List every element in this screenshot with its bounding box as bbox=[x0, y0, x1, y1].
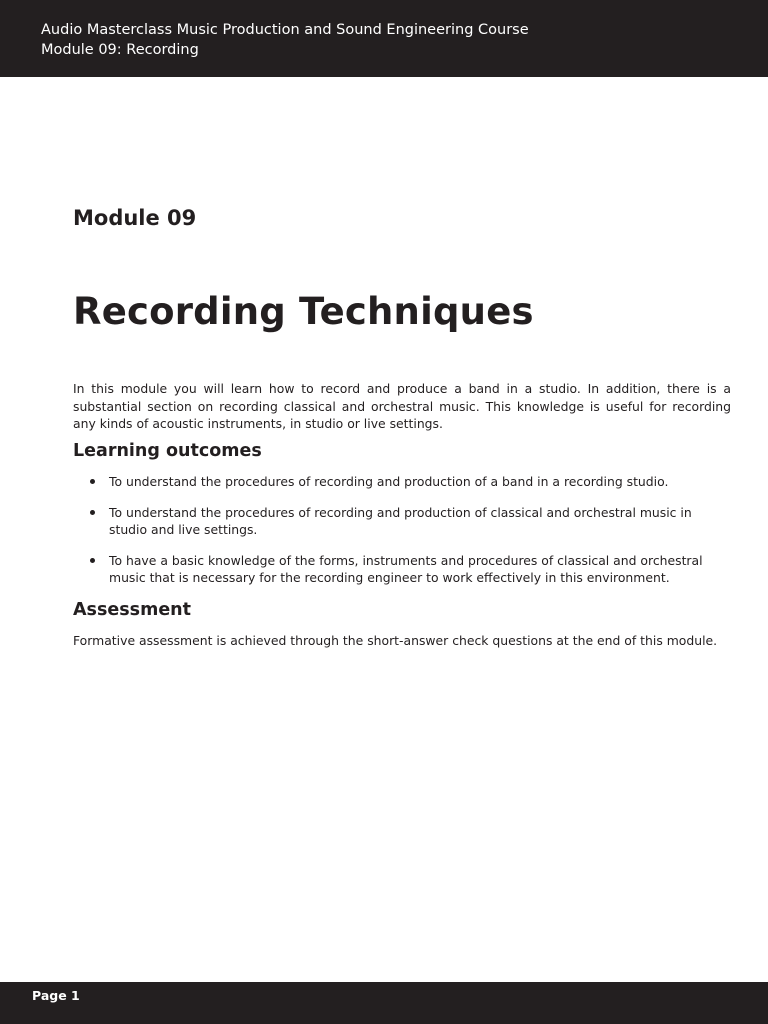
list-item bbox=[73, 552, 731, 586]
learning-outcomes-heading: Learning outcomes bbox=[73, 441, 262, 461]
header-bar bbox=[0, 0, 768, 77]
course-title: Audio Masterclass Music Production and Sound Engineering Course bbox=[41, 22, 529, 38]
bullet-icon bbox=[90, 479, 95, 484]
learning-outcomes-list bbox=[73, 473, 731, 600]
module-label: Module 09 bbox=[73, 206, 197, 230]
list-item bbox=[73, 504, 731, 538]
page-number: Page 1 bbox=[32, 988, 80, 1003]
outcome-text: To have a basic knowledge of the forms, instruments and procedures of classical and orchestral music that is necessary for the recording engineer to work effectively in this environment. bbox=[109, 553, 703, 585]
bullet-icon bbox=[90, 558, 95, 563]
page-title: Recording Techniques bbox=[73, 290, 534, 333]
footer-bar bbox=[0, 982, 768, 1024]
assessment-paragraph: Formative assessment is achieved through the short-answer check questions at the end of this module. bbox=[73, 633, 718, 648]
outcome-text: To understand the procedures of recording and production of a band in a recording studio. bbox=[109, 474, 669, 489]
list-item bbox=[73, 473, 731, 490]
bullet-icon bbox=[90, 510, 95, 515]
intro-paragraph: In this module you will learn how to record and produce a band in a studio. In addition, there is a substantial section on recording classical and orchestral music. This knowledge is useful for recording any kinds of acoustic instruments, in studio or live settings. bbox=[73, 381, 731, 431]
module-subtitle: Module 09: Recording bbox=[41, 42, 199, 58]
assessment-heading: Assessment bbox=[73, 600, 192, 620]
outcome-text: To understand the procedures of recording and production of classical and orchestral music in studio and live settings. bbox=[109, 505, 692, 537]
